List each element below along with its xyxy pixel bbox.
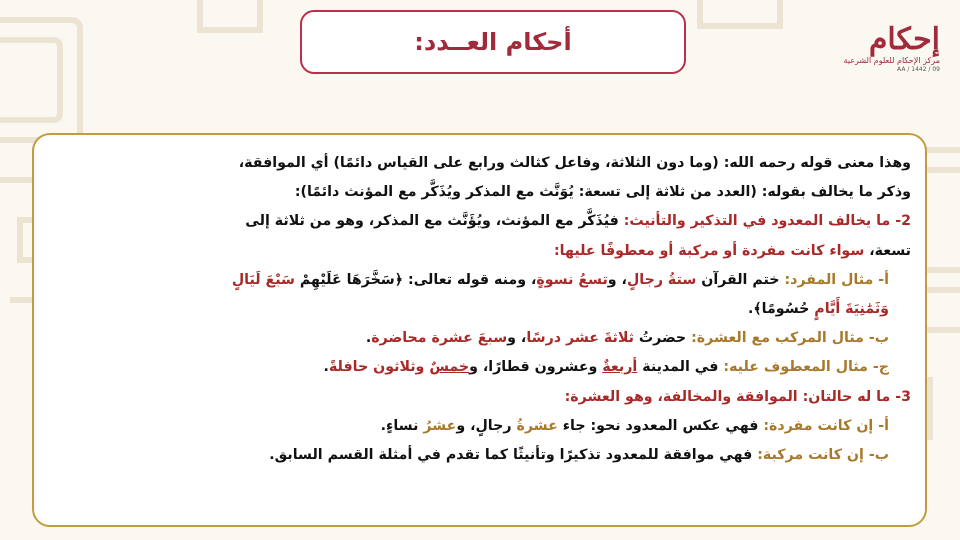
ten-single-word-1: عشرةُ	[516, 417, 558, 434]
example-conjoined-text-2: وعشرون قطارًا، و	[469, 359, 603, 376]
ten-compound-line	[48, 441, 911, 470]
ten-single-line	[48, 412, 911, 441]
logo-date: AA / 1442 / 09	[897, 66, 940, 73]
section-3-heading: 3- ما له حالتان: الموافقة والمخالفة، وهو العشرة:	[564, 388, 911, 405]
example-conjoined-text-4: .	[323, 359, 329, 376]
ten-compound-text-1: فهي موافقة للمعدود تذكيرًا وتأنيثًا كما تقدم في أمثلة القسم السابق.	[269, 447, 758, 464]
section-2-text-1: فيُذَكَّر مع المؤنث، ويُؤَنَّث مع المذكر، وهو من ثلاثة إلى	[245, 213, 624, 230]
section-2-text-2a: تسعة،	[864, 242, 911, 259]
intro-line-1	[48, 149, 911, 178]
intro-text-1: وهذا معنى قوله رحمه الله: (وما دون الثلاثة، وفاعل كثالث ورابع على القياس دائمًا) أي الموافقة،	[238, 155, 911, 171]
example-single-word-2: تسعُ نسوةٍ	[536, 271, 608, 288]
logo	[840, 24, 940, 104]
ten-single-label: أ- إن كانت مفردة:	[763, 417, 889, 434]
example-single-word-1: ستةُ رجالٍ	[626, 271, 697, 288]
example-compound-line	[48, 324, 911, 353]
example-conjoined-line	[48, 353, 911, 382]
example-conjoined-text-3: وثلاثون حافلةً	[328, 359, 430, 376]
example-single-line-2	[48, 295, 911, 324]
page-title: أحكام العــدد:	[414, 28, 572, 56]
example-compound-text-1: حضرتُ	[633, 330, 692, 347]
ten-single-text-3: نساءٍ.	[380, 417, 424, 434]
example-single-text-4: حُسُومًا﴾.	[747, 301, 815, 318]
ten-compound-label: ب- إن كانت مركبة:	[757, 447, 889, 464]
section-2-line-2	[48, 237, 911, 266]
logo-mark: إحكام	[868, 22, 940, 57]
example-compound-text-2: ، و	[507, 330, 527, 347]
example-conjoined-label: ج- مثال المعطوف عليه:	[723, 359, 889, 376]
intro-line-2	[48, 178, 911, 207]
example-single-text-2: ، و	[607, 271, 627, 288]
section-2-line-1	[48, 207, 911, 236]
example-single-line-1	[48, 266, 911, 295]
example-single-word-4: وَثَمَٰنِيَةَ أَيَّامٍ	[814, 301, 889, 318]
section-2-heading: 2- ما يخالف المعدود في التذكير والتأنيث:	[623, 213, 911, 230]
ten-single-word-2: عشرُ	[423, 417, 457, 434]
example-single-word-3: سَبْعَ لَيَالٍ	[231, 271, 295, 288]
section-3-heading-line	[48, 383, 911, 412]
example-compound-word-2: سبعَ عشرة محاضرة	[371, 330, 508, 347]
example-single-text-1: ختم القرآن	[696, 271, 785, 288]
section-2-text-2b: سواء كانت مفردة أو مركبة أو معطوفًا عليها:	[553, 242, 865, 259]
example-compound-word-1: ثلاثةَ عشر درسًا	[526, 330, 634, 347]
example-conjoined-word-1: أربعةٌ	[602, 359, 638, 376]
title-box	[300, 10, 686, 74]
example-single-text-3: ، ومنه قوله تعالى: ﴿سَخَّرَهَا عَلَيْهِمْ	[294, 271, 537, 288]
example-conjoined-word-2: خمسٌ	[429, 359, 470, 376]
logo-subtitle: مركز الإحكام للعلوم الشرعية	[843, 56, 940, 65]
ten-single-text-1: فهي عكس المعدود نحو: جاء	[557, 417, 764, 434]
example-compound-label: ب- مثال المركب مع العشرة:	[691, 330, 889, 347]
example-compound-text-3: .	[365, 330, 372, 347]
example-conjoined-text-1: في المدينة	[637, 359, 724, 376]
example-single-label: أ- مثال المفرد:	[784, 271, 889, 288]
content-box	[32, 133, 927, 527]
ten-single-text-2: رجالٍ، و	[456, 417, 517, 434]
intro-text-2: وذكر ما يخالف بقوله: (العدد من ثلاثة إلى تسعة: يُوَنَّث مع المذكر ويُذَكَّر مع المؤنث دائمًا):	[294, 184, 911, 201]
